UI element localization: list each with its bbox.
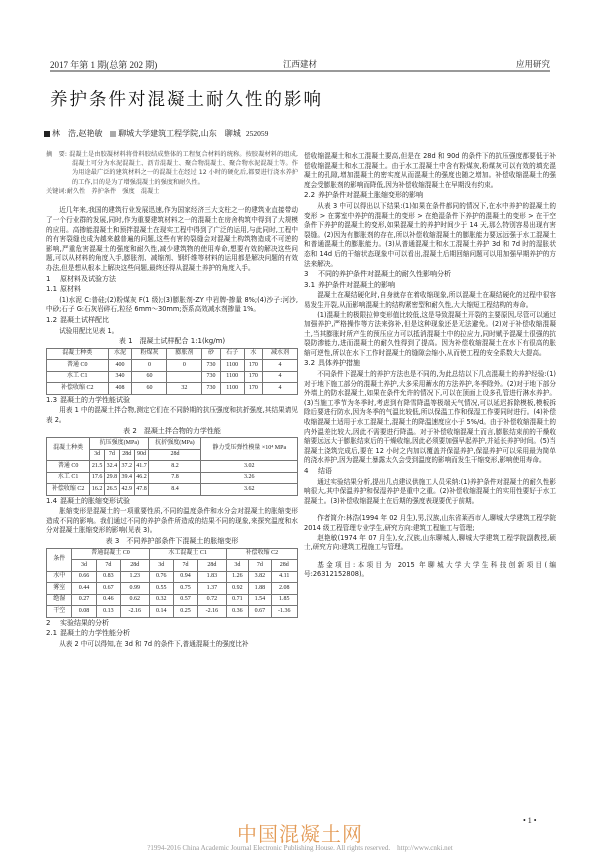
table-cell: 4	[263, 371, 298, 383]
section-heading	[46, 275, 298, 285]
table-header-row	[47, 438, 298, 450]
table-header-row	[47, 560, 298, 572]
paragraph: 混凝土在凝结硬化时,自身就存在着收缩现象,所以混凝土在凝结硬化的过程中很容易发生开裂,从而影响混凝土的结构紧密型和耐久性,大大缩短工程结构的寿命。	[304, 291, 556, 309]
table-header-cell: 静力受压弹性模量 ×10⁴ MPa	[201, 438, 298, 461]
table-cell: 3.82	[249, 571, 271, 583]
table-header-cell: 3d	[226, 560, 248, 572]
journal-name: 江西建材	[282, 60, 317, 70]
paragraph: 从表 2 中可以得知,在 3d 和 7d 的条件下,普通混凝土的强度比补	[59, 639, 249, 648]
table-header-cell: 混凝土种类	[47, 348, 109, 360]
table-header-cell: 条件	[47, 548, 72, 571]
author-names: 林 浩,赵艳敏	[52, 129, 103, 138]
table-row	[47, 571, 298, 583]
table-cell: 0.72	[198, 594, 227, 606]
table-cell: 60	[132, 371, 167, 383]
paragraph: 试验用配比见表 1。	[59, 326, 119, 335]
copyright-line: ?1994-2016 China Academic Journal Electronic Publishing House. All rights reserved. http://www.cnki.net	[147, 844, 453, 852]
table-cell: 32.4	[105, 461, 120, 473]
table-header-cell: 28d	[149, 449, 201, 461]
text-span: 养护条件对混凝土胀缩变形的影响	[318, 191, 423, 200]
table-header-cell: 3d	[90, 449, 105, 461]
table-row	[47, 606, 298, 618]
table-cell: 1.23	[120, 571, 149, 583]
section-heading	[304, 191, 556, 201]
table-cell: 水中	[47, 571, 72, 583]
table-row	[47, 583, 298, 595]
author-bio: 赵艳敏(1974 年 07 月生),女,汉族,山东聊城人,聊城大学建筑工程学院副教授,硕士,研究方向:建筑工程施工与管理。	[304, 533, 556, 552]
table-header-cell: 7d	[105, 449, 120, 461]
table-cell	[167, 371, 202, 383]
table-cell: 2.08	[271, 583, 297, 595]
paragraph: (1)水泥 C:普硅;(2)粉煤灰 F(1 级);(3)膨胀剂-ZY 中岩牌-掺量 8%;(4)沙子:河沙,中砂;石子 G:石灰岩碎石,粒径 6mm～30mm;萘系高效减水剂掺量 1%。	[46, 295, 298, 314]
table-cell: 21.5	[90, 461, 105, 473]
abstract	[46, 150, 298, 187]
section-heading	[46, 497, 298, 507]
table-cell: 60	[132, 383, 167, 395]
table-header-cell: 水	[244, 348, 262, 360]
text-span: 混凝土的力学性能分析	[60, 629, 130, 638]
keywords-label: 关键词:	[46, 187, 67, 195]
text-span: 结语	[318, 467, 332, 475]
table-cell: 1.83	[198, 571, 227, 583]
paragraph: 不同条件下混凝土的养护方法也是不同的,为此总结以下几点混凝土的养护经验:(1)对于地下施工部分的混凝土养护,大多采用蓄水的方法养护,冬季除外。(2)对于地下部分外墙上的防水混凝土,如果在条件允许的情况下,可以在顶面上设多孔管进行淋水养护。(3)当施工季节为冬季时,考虑到有降雪降温等极端天气情况,可以延迟拆除模板,模板拆除后要进行防水,因为冬季的气温比较低,所以保温工作和保湿工作要同时进行。(4)补偿收缩混凝土适用于水工混凝土,混凝土的降温速度应小于 5%/d。由于补偿收缩混凝土的内外温差比较大,因此不需要进行降温。对于补偿收缩混凝土而言,膨胀结束前的干燥收缩要远远大于膨胀结束后的干燥收缩,因此必须要加强早起养护,并延长养护时间。(5)当混凝土浇筑完成后,要在 12 小时之内加以覆盖并保湿养护,保湿养护可以采用最为简单的浇水养护,因为混凝土暴露太久会受到温度的影响而发生干缩变形,影响使用寿命。	[304, 370, 556, 465]
table-cell: 绝湿	[47, 594, 72, 606]
text-span: 4	[304, 467, 309, 475]
table-cell: 3.02	[201, 461, 298, 473]
abstract-label: 摘 要:	[46, 151, 67, 158]
table-cell: 干空	[47, 606, 72, 618]
table-row	[47, 594, 298, 606]
table-cell: 3.62	[201, 484, 298, 496]
table-cell: 39.4	[119, 472, 134, 484]
text-span: 混凝土试样配比	[60, 315, 109, 324]
table-cell: 32	[167, 383, 202, 395]
table-cell: 41.7	[134, 461, 149, 473]
text-span: 3.2	[304, 359, 316, 368]
issue-info: 2017 年第 1 期(总第 202 期)	[50, 60, 158, 70]
table-row	[47, 371, 298, 383]
table-cell: 4.11	[271, 571, 297, 583]
table-cell: 170	[244, 360, 262, 372]
table-cell: 3.26	[201, 472, 298, 484]
text-span: 养护条件对混凝土的影响	[318, 280, 395, 289]
right-column	[304, 152, 556, 580]
text-span: 2.2	[304, 191, 316, 200]
article-title: 养护条件对混凝土耐久性的影响	[50, 90, 323, 110]
table-header-cell: 水泥	[108, 348, 132, 360]
paragraph: 从表 3 中可以得出以下结果:(1)如果在条件都同的情况下,在水中养护的混凝土的变形 > 在雾室中养护的混凝土的变形 > 在绝湿条件下养护的混凝土的变形 > 在干空条件下养护的混凝土的变形,如果混凝土的养护时间少于 14 天,那么特别容易出现有害裂缝。(2)因为有膨胀剂的存在,所以补偿收缩混凝土的膨胀能力要远远强于水工混凝土和普通混凝土的膨胀能力。(3)从普通混凝土和水工混凝土养护 3d 和 7d 时的湿胀状态和 14d 后的干缩状态现象中可以看出,混凝土后期回缩问题可以用加强早期养护的方法来解决。	[304, 201, 556, 268]
table-cell: 0.62	[120, 594, 149, 606]
text-span: 2	[46, 618, 51, 627]
table-cell: 0	[132, 360, 167, 372]
left-column	[46, 150, 298, 649]
section-heading	[46, 619, 298, 629]
table-cell: 0.75	[173, 583, 197, 595]
table-header-cell: 补偿收缩 C2	[226, 548, 297, 560]
text-span: 1	[46, 274, 51, 283]
table-cell: 8.4	[149, 484, 201, 496]
table2	[46, 437, 298, 496]
table2-caption: 表 2 混凝土拌合物的力学性能	[123, 426, 221, 435]
table-row	[47, 484, 298, 496]
table-row	[47, 472, 298, 484]
table-header-cell: 粉煤灰	[132, 348, 167, 360]
table-cell: 46.2	[134, 472, 149, 484]
table-cell: 29.8	[105, 472, 120, 484]
table-cell: 42.9	[119, 484, 134, 496]
section-heading	[46, 396, 298, 406]
text-span: 原材料及试验方法	[60, 274, 116, 283]
table-cell: 170	[244, 371, 262, 383]
table-cell: 4	[263, 383, 298, 395]
table-header-cell: 膨胀剂	[167, 348, 202, 360]
table-cell: 730	[202, 383, 220, 395]
table3	[46, 548, 298, 618]
abstract-text: 混凝土是由胶凝材料将骨料胶结成整体的工程复合材料的统称。按胶凝材料的组成,混凝土可分为水泥混凝土、沥青混凝土、聚合物混凝土、聚合物水泥混凝土等。作为用途最广泛的建筑材料之一的混凝土在经过 12 小时的硬化后,都要进行浇水养护的工作,目的是为了增强混凝土的强度和耐久性。	[69, 151, 298, 186]
keywords-text: 耐久性 养护条件 强度 混凝土	[66, 187, 160, 195]
table-cell: 340	[108, 371, 132, 383]
text-span: 3.1	[304, 280, 316, 289]
square-icon	[110, 131, 116, 137]
section-heading	[46, 316, 298, 326]
section-name: 应用研究	[515, 60, 550, 70]
table-cell: 普通 C0	[47, 461, 90, 473]
table-header-row	[47, 548, 298, 560]
funding-note: 基金项目:本项目为 2015 年聊城大学大学生科技创新项目(编号:26312152808)。	[304, 560, 556, 579]
table-cell: 水工 C1	[47, 371, 109, 383]
paragraph: (1)混凝土的极限拉伸变形值比较低,这是导致混凝土开裂的主要原因,尽管可以通过加强养护,严格操作等方法来弥补,但是这种现象还是无法避免。(2)对于补偿收缩混凝土,当其膨胀时所产生的预压应力可以抵消混凝土中的拉应力,同时赋予混凝土很强的抗裂防渗能力,进而混凝土的耐久性得到了提高。因为补偿收缩混凝土在水下有很高的胀缩可逆性,所以在水下工作时混凝土的缝隙会缩小,从而使工程的安全系数大大提高。	[304, 310, 556, 357]
table-cell: 408	[108, 383, 132, 395]
table-cell: 4	[263, 360, 298, 372]
table-header-cell: 抗折强度(MPa)	[149, 438, 201, 450]
section-heading	[304, 281, 556, 291]
text-span: 实验结果的分析	[60, 618, 109, 627]
table-cell: 0.14	[149, 606, 173, 618]
table-cell: 0.76	[149, 571, 173, 583]
section-heading	[304, 270, 556, 280]
table-header-cell: 90d	[134, 449, 149, 461]
text-span: 具体养护措施	[318, 359, 360, 368]
table-cell: 1.37	[198, 583, 227, 595]
table-cell: 400	[108, 360, 132, 372]
author-line	[44, 128, 268, 139]
table-header-cell: 砂	[202, 348, 220, 360]
section-heading	[304, 359, 556, 369]
table-cell: 0.55	[149, 583, 173, 595]
table-header-cell: 水工混凝土 C1	[149, 548, 226, 560]
table-cell: 0.25	[173, 606, 197, 618]
text-span: 3	[304, 270, 309, 279]
table-cell: 0.08	[72, 606, 96, 618]
table-cell: 0.67	[249, 606, 271, 618]
intro-paragraph: 近几年来,我国的建筑行业发展迅速,作为国家经济三大支柱之一的建筑业直接带动了一个行业群的发展,同时,作为重要建筑材料之一的混凝土在房舍构筑中得到了大规模的应用。高掺能混凝土和预拌混凝土在现实工程中得到了广泛的运用,与此同时,工程中的有害裂缝也成为越来越普遍的问题,这些有害的裂缝会对混凝土构筑物造成不可逆的影响,严重危害混凝土的强度和耐久性,减少建筑物的使用寿命,想要有效的解决这些问题,可以从材料的角度入手,膨胀剂、减缩剂、钢纤维等材料的运用都是解决问题的有效办法,但是想从根本上解决这些问题,最终还得从混凝土养护的角度入手。	[46, 206, 298, 272]
table-header-cell: 7d	[173, 560, 197, 572]
table-cell: 0.32	[149, 594, 173, 606]
section-heading	[46, 629, 298, 639]
table-header-cell: 普通混凝土 C0	[72, 548, 149, 560]
table-cell: 0.36	[226, 606, 248, 618]
square-icon	[44, 131, 50, 137]
table-header-cell: 3d	[72, 560, 96, 572]
table-cell: 0.44	[72, 583, 96, 595]
text-span: 原材料	[60, 285, 81, 294]
table-cell: 水工 C1	[47, 472, 90, 484]
table-header-cell: 混凝土种类	[47, 438, 90, 461]
table-cell: 0.66	[72, 571, 96, 583]
table-cell: 普通 C0	[47, 360, 109, 372]
author-bio: 作者简介:林浩(1994 年 02 月生),男,汉族,山东省莱西市人,聊城大学建筑工程学院 2014 级工程管理专业学生,研究方向:建筑工程施工与管理;	[304, 514, 556, 532]
table3-caption: 表 3 不同养护部条件下混凝土的胀缩变形	[105, 536, 239, 545]
running-header	[50, 56, 550, 72]
table-cell: 1100	[220, 371, 244, 383]
table-header-cell: 石子	[220, 348, 244, 360]
table-cell: 730	[202, 360, 220, 372]
table-header-cell: 3d	[149, 560, 173, 572]
table-cell: 0.99	[120, 583, 149, 595]
page-number: • 1 •	[523, 816, 537, 825]
paragraph: 胀缩变形是混凝土的一项重要性质,不同的温度条件和水分会对混凝土的胀缩变形造成不同的影响。我们通过不同的养护条件所造成的结果不同的现象,来探究温度和水分对混凝土胀缩变形的影响(见表 3)。	[46, 507, 298, 535]
table-cell: 1.26	[226, 571, 248, 583]
table-cell: 0.67	[96, 583, 120, 595]
table-cell: 补偿收缩 C2	[47, 484, 90, 496]
table-cell: 1100	[220, 383, 244, 395]
table-cell: 1.85	[271, 594, 297, 606]
text-span: 混凝土的胀缩变形试验	[60, 496, 130, 505]
table-cell: -2.16	[120, 606, 149, 618]
table-cell: -2.16	[198, 606, 227, 618]
table-header-cell: 28d	[120, 560, 149, 572]
table-header-cell: 28d	[198, 560, 227, 572]
table-cell: 0.94	[173, 571, 197, 583]
text-span: 1.3	[46, 395, 58, 404]
section-heading	[304, 467, 556, 477]
table-header-cell: 7d	[96, 560, 120, 572]
table-cell: 170	[244, 383, 262, 395]
postcode: 252059	[245, 129, 269, 138]
table-cell: 0.92	[226, 583, 248, 595]
text-span: 不同的养护条件对混凝土的耐久性影响分析	[318, 270, 451, 279]
table1-caption: 表 1 混凝土试样配合 1:1(kg/m)	[118, 337, 226, 346]
paragraph: 通过实验结果分析,提出几点建议供施工人员采纳:(1)养护条件对混凝土的耐久性影响很大,其中保温养护和保湿养护是重中之重。(2)补偿收缩混凝土的实用性要好于水工混凝土。(3)补偿收缩混凝土在后期的强度表现要优于前期。	[304, 477, 556, 505]
table-header-row	[47, 348, 298, 360]
table-header-cell: 抗压强度(MPa)	[90, 438, 149, 450]
text-span: 1.1	[46, 285, 58, 294]
table-cell: 0.57	[173, 594, 197, 606]
table-cell: 17.6	[90, 472, 105, 484]
table-cell: 0.83	[96, 571, 120, 583]
table-cell: 1.88	[249, 583, 271, 595]
table1	[46, 348, 298, 395]
table-header-cell: 28d	[119, 449, 134, 461]
table-row	[47, 461, 298, 473]
table-cell: 1.54	[249, 594, 271, 606]
table-cell: 26.5	[105, 484, 120, 496]
section-heading	[46, 285, 298, 295]
table-cell: -1.36	[271, 606, 297, 618]
table-cell: 补偿收缩 C2	[47, 383, 109, 395]
text-span: 2.1	[46, 629, 58, 638]
table-cell: 7.8	[149, 472, 201, 484]
table-cell: 雾室	[47, 583, 72, 595]
text-span: 1.4	[46, 496, 58, 505]
table-cell: 730	[202, 371, 220, 383]
table-cell: 16.2	[90, 484, 105, 496]
table-header-cell: 减水剂	[263, 348, 298, 360]
table-cell: 47.8	[134, 484, 149, 496]
table-cell: 37.2	[119, 461, 134, 473]
table-cell: 0.27	[72, 594, 96, 606]
text-span: 混凝土的力学性能试验	[60, 395, 130, 404]
table-header-cell: 28d	[271, 560, 297, 572]
paragraph: 偿收缩混凝土和水工混凝土要高,但是在 28d 和 90d 的条件下的抗压强度都要低于补偿收缩混凝土和水工混凝土。由于水工混凝土中含有粉煤灰,粉煤灰可以有效的填充混凝土的孔隙,增加混凝土的密实度从而混凝土的强度也随之增加。补偿收缩混凝土的强度会受膨胀剂的影响而降低,因为补偿收缩混凝土在早期没有约束。	[304, 152, 556, 189]
table-row	[47, 360, 298, 372]
table-cell: 0	[167, 360, 202, 372]
table-cell: 0.46	[96, 594, 120, 606]
table-cell: 1100	[220, 360, 244, 372]
table-header-cell: 7d	[249, 560, 271, 572]
table-row	[47, 383, 298, 395]
table-cell: 8.2	[149, 461, 201, 473]
watermark-logo: 中国混凝土网	[237, 822, 363, 846]
table-cell: 0.13	[96, 606, 120, 618]
text-span: 1.2	[46, 315, 58, 324]
paragraph: 用表 1 中的混凝土拌合物,测定它们在不同龄期的抗压强度和抗折强度,其结果请见表 2。	[46, 406, 298, 424]
table-cell: 0.71	[226, 594, 248, 606]
affiliation: 聊城大学建筑工程学院,山东 聊城	[118, 129, 241, 138]
keywords	[46, 187, 298, 197]
